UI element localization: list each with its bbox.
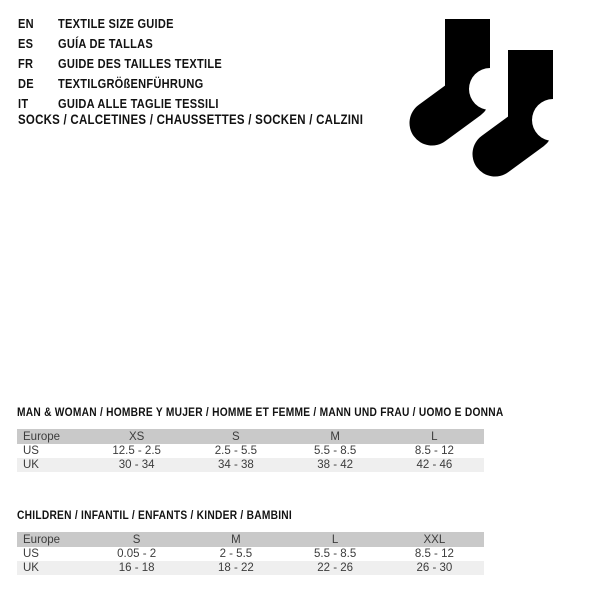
language-row-de bbox=[18, 73, 251, 93]
language-label: TEXTILGRÖßENFÜHRUNG bbox=[58, 75, 204, 91]
size-table bbox=[17, 429, 484, 472]
size-value-cell: 5.5 - 8.5 bbox=[314, 445, 357, 457]
region-label-cell: UK bbox=[23, 459, 39, 471]
column-header: Europe bbox=[23, 430, 61, 443]
column-header: XS bbox=[128, 430, 145, 443]
column-header: XXL bbox=[423, 533, 446, 546]
size-value-cell: 8.5 - 12 bbox=[414, 445, 454, 457]
size-value-cell: 26 - 30 bbox=[416, 562, 453, 574]
size-value-cell: 16 - 18 bbox=[118, 562, 155, 574]
table-row-uk bbox=[17, 561, 484, 575]
table-title bbox=[17, 404, 504, 420]
column-header: M bbox=[330, 430, 340, 443]
region-label-cell: US bbox=[23, 548, 39, 560]
language-label: GUIDE DES TAILLES TEXTILE bbox=[58, 55, 222, 71]
language-code: IT bbox=[18, 95, 29, 111]
language-code: ES bbox=[18, 35, 34, 51]
column-header: L bbox=[331, 533, 339, 546]
language-row-it bbox=[18, 93, 251, 113]
size-table-man-woman bbox=[17, 404, 504, 472]
table-header bbox=[17, 429, 484, 444]
language-label: GUÍA DE TALLAS bbox=[58, 35, 154, 51]
language-label: GUIDA ALLE TAGLIE TESSILI bbox=[58, 95, 219, 111]
table-header-row bbox=[17, 532, 484, 547]
table-header bbox=[17, 532, 484, 547]
size-table bbox=[17, 532, 484, 575]
category-title-text: SOCKS / CALCETINES / CHAUSSETTES / SOCKEN / CALZINI bbox=[18, 112, 364, 127]
size-value-cell: 8.5 - 12 bbox=[414, 548, 454, 560]
size-value-cell: 2 - 5.5 bbox=[219, 548, 253, 560]
table-row-us bbox=[17, 444, 484, 458]
size-value-cell: 5.5 - 8.5 bbox=[314, 548, 357, 560]
size-value-cell: 34 - 38 bbox=[217, 459, 254, 471]
region-label-cell: UK bbox=[23, 562, 39, 574]
size-value-cell: 2.5 - 5.5 bbox=[214, 445, 257, 457]
region-label-cell: US bbox=[23, 445, 39, 457]
language-list bbox=[18, 13, 251, 113]
table-title-text: CHILDREN / INFANTIL / ENFANTS / KINDER / BAMBINI bbox=[17, 508, 293, 522]
size-value-cell: 30 - 34 bbox=[118, 459, 155, 471]
column-header: S bbox=[132, 533, 141, 546]
language-code: DE bbox=[18, 75, 34, 91]
size-value-cell: 12.5 - 2.5 bbox=[112, 445, 161, 457]
category-title bbox=[18, 111, 424, 128]
size-table-children bbox=[17, 507, 484, 575]
language-label: TEXTILE SIZE GUIDE bbox=[58, 15, 174, 31]
column-header: M bbox=[231, 533, 241, 546]
language-code: EN bbox=[18, 15, 34, 31]
table-row-us bbox=[17, 547, 484, 561]
table-body bbox=[17, 547, 484, 575]
table-title-text: MAN & WOMAN / HOMBRE Y MUJER / HOMME ET FEMME / MANN UND FRAU / UOMO E DONNA bbox=[17, 405, 504, 419]
size-value-cell: 22 - 26 bbox=[317, 562, 354, 574]
socks-icon bbox=[405, 14, 560, 177]
table-row-uk bbox=[17, 458, 484, 472]
language-row-en bbox=[18, 13, 251, 33]
table-header-row bbox=[17, 429, 484, 444]
column-header: L bbox=[431, 430, 438, 443]
language-row-es bbox=[18, 33, 251, 53]
size-value-cell: 38 - 42 bbox=[317, 459, 354, 471]
size-value-cell: 0.05 - 2 bbox=[117, 548, 157, 560]
size-value-cell: 42 - 46 bbox=[416, 459, 453, 471]
table-body bbox=[17, 444, 484, 472]
size-value-cell: 18 - 22 bbox=[217, 562, 254, 574]
table-title bbox=[17, 507, 484, 523]
language-row-fr bbox=[18, 53, 251, 73]
column-header: S bbox=[232, 430, 240, 443]
language-code: FR bbox=[18, 55, 34, 71]
column-header: Europe bbox=[23, 533, 61, 546]
